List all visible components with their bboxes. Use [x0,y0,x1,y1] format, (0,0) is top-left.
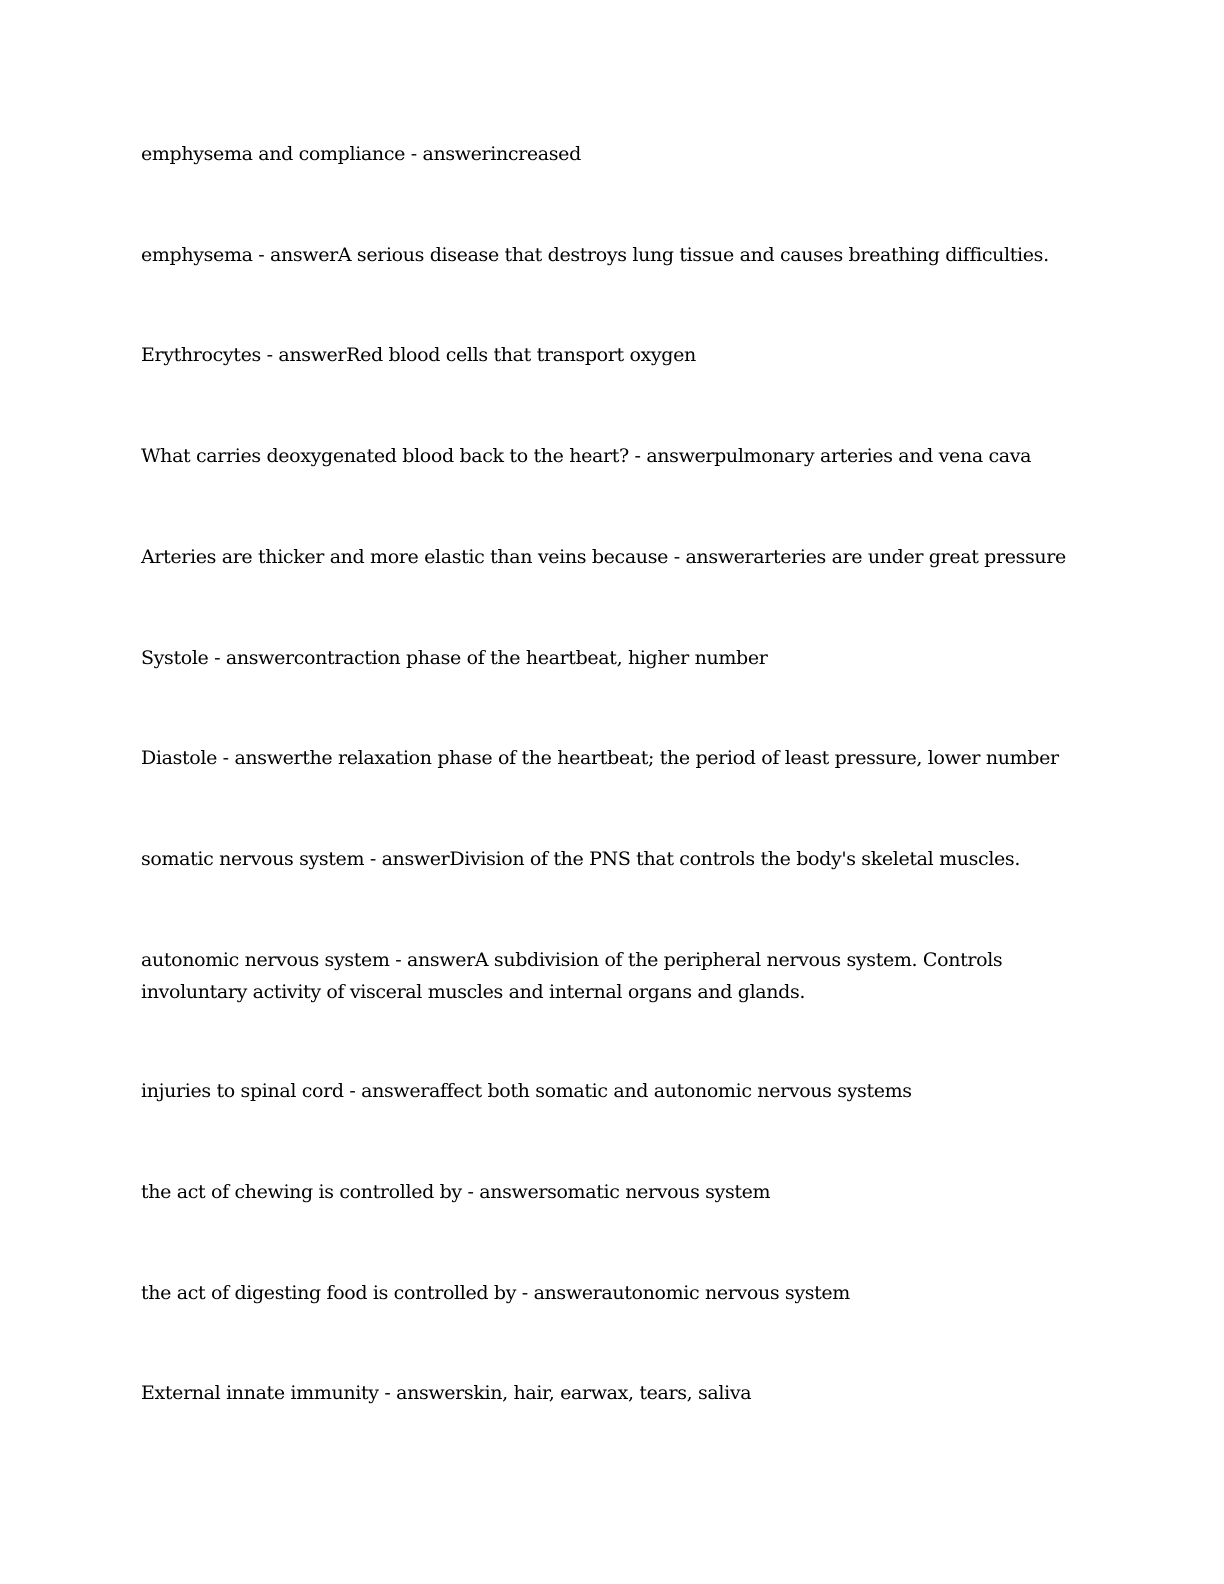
flashcard-entry [141,1176,1081,1208]
entry-term: the act of digesting food is controlled by [141,1282,517,1304]
flashcard-entry [141,440,1081,472]
entry-answer: answerautonomic nervous system [533,1282,850,1304]
entry-answer: answerDivision of the PNS that controls the body's skeletal muscles. [381,848,1021,870]
entry-term: the act of chewing is controlled by [141,1181,462,1203]
entry-answer: answerthe relaxation phase of the heartbeat; the period of least pressure, lower number [234,747,1059,769]
entry-separator: - [343,1080,362,1102]
entry-term: Systole [141,647,209,669]
entry-answer: answerskin, hair, earwax, tears, saliva [396,1382,752,1404]
entry-separator: - [668,546,686,568]
entry-answer: answerA serious disease that destroys lung tissue and causes breathing difficulties. [270,244,1049,266]
flashcard-entry [141,642,1081,674]
entry-term: External innate immunity [141,1382,379,1404]
flashcard-entry [141,1377,1081,1409]
flashcard-entry [141,742,1081,774]
entry-answer: answerRed blood cells that transport oxygen [278,344,696,366]
entry-term: injuries to spinal cord [141,1080,344,1102]
entry-separator: - [628,445,647,467]
entry-separator: - [405,143,423,165]
entry-answer: answerpulmonary arteries and vena cava [646,445,1032,467]
flashcard-entry [141,541,1081,573]
entry-separator: - [208,647,226,669]
flashcard-entry [141,843,1081,875]
entry-answer: answerarteries are under great pressure [685,546,1066,568]
entry-separator: - [461,1181,480,1203]
entry-separator: - [389,949,408,971]
entry-term: Arteries are thicker and more elastic than veins because [141,546,668,568]
flashcard-entry [141,1277,1081,1309]
entry-answer: answercontraction phase of the heartbeat, higher number [225,647,768,669]
flashcard-entry [141,944,1081,1008]
flashcard-entry [141,339,1081,371]
entry-separator: - [378,1382,397,1404]
flashcard-entry [141,1075,1081,1107]
entry-separator: - [364,848,382,870]
entry-term: What carries deoxygenated blood back to the heart? [141,445,629,467]
entry-separator: - [516,1282,534,1304]
entry-answer: answeraffect both somatic and autonomic nervous systems [361,1080,912,1102]
entry-separator: - [216,747,235,769]
entry-term: somatic nervous system [141,848,365,870]
entry-term: emphysema [141,244,253,266]
entry-term: autonomic nervous system [141,949,390,971]
entry-term: Erythrocytes [141,344,261,366]
entry-answer: answerincreased [422,143,581,165]
flashcard-entry [141,138,1081,170]
entry-term: Diastole [141,747,217,769]
entry-term: emphysema and compliance [141,143,406,165]
entry-separator: - [260,344,279,366]
entry-answer: answerA subdivision of the peripheral nervous system. Controls involuntary activity of visceral muscles and internal organs and glands. [141,949,1003,1003]
entry-answer: answersomatic nervous system [479,1181,771,1203]
entry-separator: - [252,244,271,266]
flashcard-entry [141,239,1081,271]
